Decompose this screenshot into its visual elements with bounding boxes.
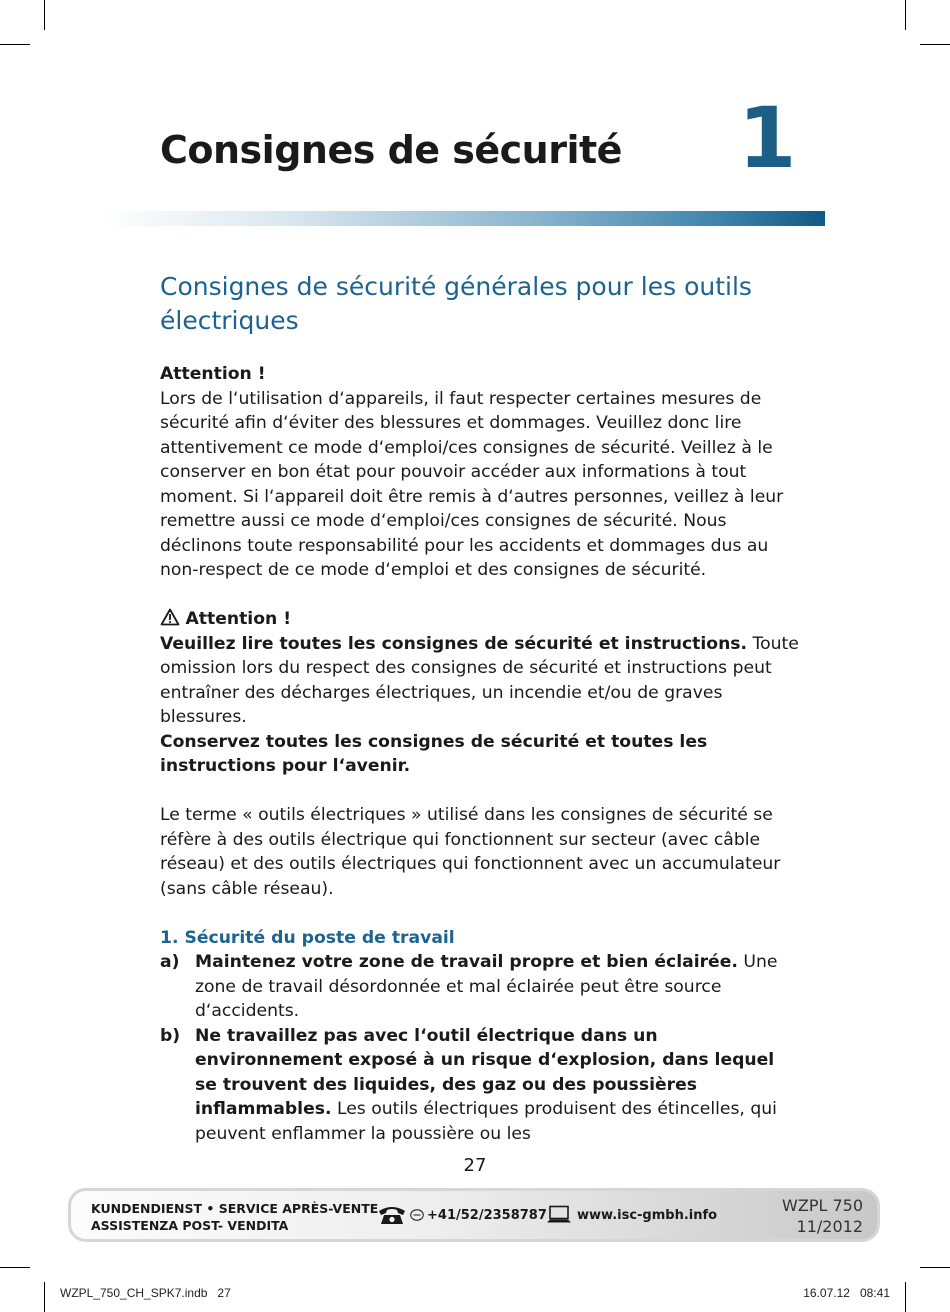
print-slug-file: WZPL_750_CH_SPK7.indb 27 [60,1286,231,1300]
list-item-bold: Maintenez votre zone de travail propre et bien éclairée. [195,952,738,972]
chapter-number: 1 [738,89,797,187]
list-item [160,1024,800,1147]
print-slug-timestamp: 16.07.12 08:41 [803,1286,890,1300]
crop-mark [0,44,30,45]
footer-phone [377,1205,547,1225]
warning-label: Attention ! [185,609,292,629]
footer-website-url: www.isc-gmbh.info [577,1207,718,1223]
warning-text: Toute omission lors du respect des consignes de sécurité et instructions peut entraîner des décharges électriques, un incendie et/ou de graves blessures. [160,633,799,727]
crop-mark [920,1267,950,1268]
footer-service-text [91,1200,378,1234]
warning-bold-lead: Veuillez lire toutes les consignes de sécurité et instructions. [160,633,748,654]
crop-mark [920,44,950,45]
list-item [160,950,800,1024]
keep-instructions: Conservez toutes les consignes de sécurité et toutes les instructions pour l‘avenir. [160,731,708,776]
footer-phone-number: +41/52/2358787 [427,1207,547,1223]
warning-paragraph [160,632,800,730]
body-text [160,362,800,1146]
crop-mark [44,1282,45,1312]
footer-model-date: 11/2012 [796,1217,863,1236]
section-heading: Consignes de sécurité générales pour les outils électriques [160,272,752,335]
attention-label: Attention ! [160,364,266,384]
list-item-letter: b) [160,1025,181,1046]
footer-service-line: ASSISTENZA POST- VENDITA [91,1218,289,1233]
warning-triangle-icon [160,608,180,626]
list-item-text: Les outils électriques produisent des étincelles, qui peuvent enflammer la poussière ou les [195,1099,777,1144]
footer-website [546,1205,717,1225]
crop-mark [44,0,45,30]
crop-mark [905,1282,906,1312]
footer-service-box [68,1188,880,1242]
laptop-icon [546,1205,572,1225]
chapter-title: Consignes de sécurité [160,128,622,172]
crop-mark [905,0,906,30]
term-paragraph: Le terme « outils électriques » utilisé dans les consignes de sécurité se réfère à des outils électrique qui fonctionnent sur secteur (avec câble réseau) et des outils électriques qui fonctionnent avec un accumulateur (sans câble réseau). [160,805,781,899]
page-number: 27 [463,1155,487,1176]
footer-model-name: WZPL 750 [782,1196,863,1215]
crop-mark [0,1267,30,1268]
header-gradient-bar [100,211,825,226]
telephone-icon [377,1205,407,1225]
footer-service-line: KUNDENDIENST • SERVICE APRÈS-VENTE [91,1201,379,1216]
list-item-bold: Ne travaillez pas avec l‘outil électrique dans un environnement exposé à un risque d‘explosion, dans lequel se trouvent des liquides, des gaz ou des poussières inflammables. [195,1025,775,1119]
list-item-text: Une zone de travail désordonnée et mal éclairée peut être source d‘accidents. [195,952,778,1021]
intro-paragraph: Lors de l‘utilisation d‘appareils, il faut respecter certaines mesures de sécurité afin d‘éviter des blessures et dommages. Veuillez donc lire attentivement ce mode d‘emploi/ces consignes de sécurité. Veillez à le conserver en bon état pour pouvoir accéder aux informations à tout moment. Si l‘appareil doit être remis à d‘autres personnes, veillez à leur remettre aussi ce mode d‘emploi/ces consignes de sécurité. Nous déclinons toute responsabilité pour les accidents et dommages dus au non-respect de ce mode d‘emploi et des consignes de sécurité. [160,388,784,580]
workplace-heading: 1. Sécurité du poste de travail [160,927,455,948]
call-icon [410,1209,424,1221]
footer-model [782,1195,863,1237]
warning-label-line [160,607,800,632]
list-item-letter: a) [160,952,180,972]
